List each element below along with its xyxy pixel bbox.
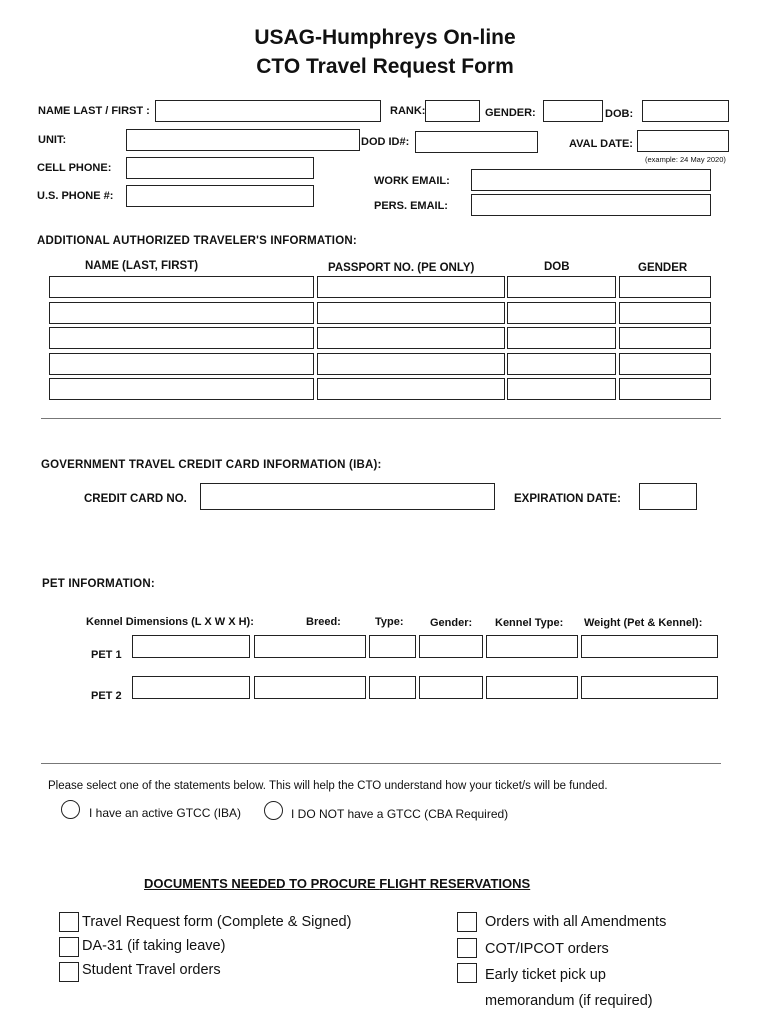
work-email-field[interactable] bbox=[471, 169, 711, 191]
orders-amendments-checkbox[interactable] bbox=[457, 912, 477, 932]
documents-heading bbox=[144, 876, 530, 891]
travelers-heading: ADDITIONAL AUTHORIZED TRAVELER'S INFORMATION: bbox=[37, 235, 357, 247]
dob-field[interactable] bbox=[642, 100, 729, 122]
travel-request-checkbox[interactable] bbox=[59, 912, 79, 932]
traveler-passport-field[interactable] bbox=[317, 302, 505, 324]
pets-heading: PET INFORMATION: bbox=[42, 578, 155, 590]
dodid-field[interactable] bbox=[415, 131, 538, 153]
traveler-gender-field[interactable] bbox=[619, 378, 711, 400]
expiration-label: EXPIRATION DATE: bbox=[514, 493, 621, 505]
cot-ipcot-label: COT/IPCOT orders bbox=[485, 941, 609, 957]
aval-date-field[interactable] bbox=[637, 130, 729, 152]
pers-email-field[interactable] bbox=[471, 194, 711, 216]
traveler-col-dob: DOB bbox=[544, 261, 570, 273]
traveler-name-field[interactable] bbox=[49, 302, 314, 324]
traveler-dob-field[interactable] bbox=[507, 353, 616, 375]
pet-row-label: PET 1 bbox=[91, 649, 122, 661]
pet-weight-field[interactable] bbox=[581, 635, 718, 658]
pet-row-label: PET 2 bbox=[91, 690, 122, 702]
pet-kennel-dimensions-field[interactable] bbox=[132, 635, 250, 658]
dodid-label: DOD ID#: bbox=[361, 136, 410, 148]
pet-kennel-type-field[interactable] bbox=[486, 676, 578, 699]
traveler-gender-field[interactable] bbox=[619, 302, 711, 324]
pet-col-gender: Gender: bbox=[430, 617, 473, 629]
traveler-name-field[interactable] bbox=[49, 353, 314, 375]
traveler-col-name: NAME (LAST, FIRST) bbox=[85, 260, 199, 272]
gtcc-active-label: I have an active GTCC (IBA) bbox=[89, 806, 242, 820]
traveler-passport-field[interactable] bbox=[317, 276, 505, 298]
da31-checkbox[interactable] bbox=[59, 937, 79, 957]
student-orders-label: Student Travel orders bbox=[82, 962, 221, 978]
pet-type-field[interactable] bbox=[369, 676, 416, 699]
gender-label: GENDER: bbox=[485, 107, 536, 119]
form-title-line2: CTO Travel Request Form bbox=[256, 55, 514, 78]
unit-label: UNIT: bbox=[38, 134, 67, 146]
gtcc-active-radio[interactable] bbox=[61, 800, 80, 819]
early-pickup-label-cont: memorandum (if required) bbox=[485, 993, 653, 1009]
card-number-field[interactable] bbox=[200, 483, 495, 510]
traveler-name-field[interactable] bbox=[49, 378, 314, 400]
pet-kennel-dimensions-field[interactable] bbox=[132, 676, 250, 699]
name-field[interactable] bbox=[155, 100, 381, 122]
pers-email-label: PERS. EMAIL: bbox=[374, 200, 448, 212]
traveler-dob-field[interactable] bbox=[507, 276, 616, 298]
us-phone-field[interactable] bbox=[126, 185, 314, 207]
traveler-col-gender: GENDER bbox=[638, 262, 688, 274]
pet-weight-field[interactable] bbox=[581, 676, 718, 699]
no-gtcc-radio[interactable] bbox=[264, 801, 283, 820]
pet-breed-field[interactable] bbox=[254, 635, 366, 658]
pet-breed-field[interactable] bbox=[254, 676, 366, 699]
pet-kennel-type-field[interactable] bbox=[486, 635, 578, 658]
cell-phone-label: CELL PHONE: bbox=[37, 162, 112, 174]
pet-gender-field[interactable] bbox=[419, 635, 483, 658]
early-pickup-label: Early ticket pick up bbox=[485, 967, 606, 983]
traveler-dob-field[interactable] bbox=[507, 302, 616, 324]
traveler-dob-field[interactable] bbox=[507, 327, 616, 349]
no-gtcc-label: I DO NOT have a GTCC (CBA Required) bbox=[291, 807, 509, 821]
pet-col-weight: Weight (Pet & Kennel): bbox=[584, 617, 703, 629]
form-title-line1: USAG-Humphreys On-line bbox=[254, 26, 516, 49]
pet-col-kennel-dimensions: Kennel Dimensions (L X W X H): bbox=[86, 616, 254, 628]
traveler-name-field[interactable] bbox=[49, 327, 314, 349]
orders-amendments-label: Orders with all Amendments bbox=[485, 914, 667, 930]
traveler-col-passport: PASSPORT NO. (PE ONLY) bbox=[328, 262, 475, 274]
pet-col-breed: Breed: bbox=[306, 616, 341, 628]
divider bbox=[41, 418, 721, 419]
name-label: NAME LAST / FIRST : bbox=[38, 105, 150, 117]
traveler-gender-field[interactable] bbox=[619, 353, 711, 375]
early-pickup-checkbox[interactable] bbox=[457, 963, 477, 983]
work-email-label: WORK EMAIL: bbox=[374, 175, 450, 187]
expiration-field[interactable] bbox=[639, 483, 697, 510]
traveler-name-field[interactable] bbox=[49, 276, 314, 298]
da31-label: DA-31 (if taking leave) bbox=[82, 938, 226, 954]
funding-prompt: Please select one of the statements below. This will help the CTO understand how your ticket/s will be funded. bbox=[48, 780, 608, 792]
traveler-passport-field[interactable] bbox=[317, 378, 505, 400]
pet-col-type: Type: bbox=[375, 616, 404, 628]
traveler-passport-field[interactable] bbox=[317, 353, 505, 375]
traveler-passport-field[interactable] bbox=[317, 327, 505, 349]
gtcc-heading: GOVERNMENT TRAVEL CREDIT CARD INFORMATION (IBA): bbox=[41, 459, 382, 471]
cell-phone-field[interactable] bbox=[126, 157, 314, 179]
traveler-dob-field[interactable] bbox=[507, 378, 616, 400]
card-number-label: CREDIT CARD NO. bbox=[84, 493, 187, 505]
us-phone-label: U.S. PHONE #: bbox=[37, 190, 114, 202]
pet-gender-field[interactable] bbox=[419, 676, 483, 699]
unit-field[interactable] bbox=[126, 129, 360, 151]
gender-field[interactable] bbox=[543, 100, 603, 122]
rank-label: RANK: bbox=[390, 105, 426, 117]
cot-ipcot-checkbox[interactable] bbox=[457, 938, 477, 958]
traveler-gender-field[interactable] bbox=[619, 327, 711, 349]
aval-date-label: AVAL DATE: bbox=[569, 138, 633, 150]
pet-type-field[interactable] bbox=[369, 635, 416, 658]
dob-label: DOB: bbox=[605, 108, 634, 120]
documents-heading-part2: FLIGHT RESERVATIONS bbox=[379, 876, 531, 891]
traveler-gender-field[interactable] bbox=[619, 276, 711, 298]
rank-field[interactable] bbox=[425, 100, 480, 122]
student-orders-checkbox[interactable] bbox=[59, 962, 79, 982]
divider bbox=[41, 763, 721, 764]
pet-col-kennel-type: Kennel Type: bbox=[495, 617, 564, 629]
travel-request-label: Travel Request form (Complete & Signed) bbox=[82, 914, 352, 930]
documents-heading-part1: DOCUMENTS NEEDED TO PROCURE bbox=[144, 876, 380, 891]
aval-date-hint: (example: 24 May 2020) bbox=[645, 155, 726, 164]
